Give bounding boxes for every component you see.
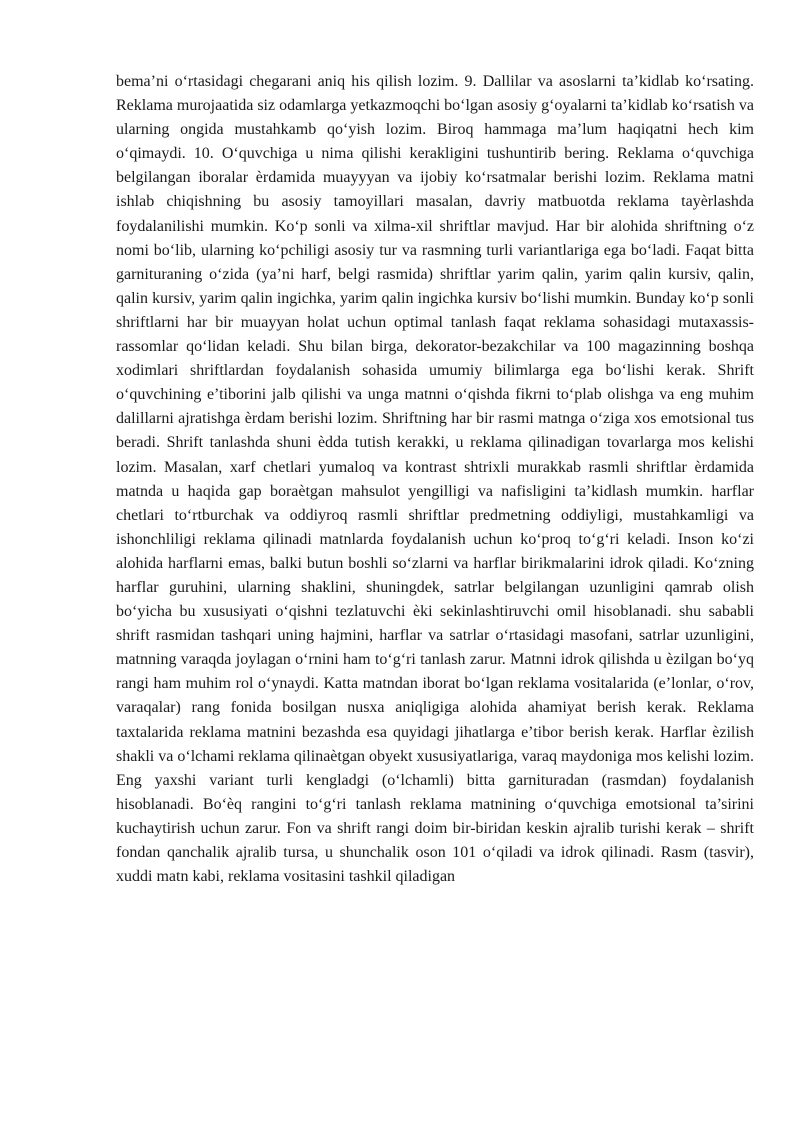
body-paragraph: bema’ni o‘rtasidagi chegarani aniq his qilish lozim. 9. Dallilar va asoslarni ta’kidlab ko‘rsating. Reklama murojaatida siz odamlarga yetkazmoqchi bo‘lgan asosiy g‘oyalarni ta’kidlab ko‘rsatish va ularning ongida mustahkamb qo‘yish lozim. Biroq hammaga ma’lum haqiqatni hech kim o‘qimaydi. 10. O‘quvchiga u nima qilishi kerakligini tushuntirib bering. Reklama o‘quvchiga belgilangan iboralar ѐrdamida muayyyan va ijobiy ko‘rsatmalar berishi lozim. Reklama matni ishlab chiqishning bu asosiy tamoyillari masalan, davriy matbuotda reklama tayѐrlashda foydalanilishi mumkin. Ko‘p sonli va xilma-xil shriftlar mavjud. Har bir alohida shriftning o‘z nomi bo‘lib, ularning ko‘pchiligi asosiy tur va rasmning turli variantlariga ega bo‘ladi. Faqat bitta garnituraning o‘zida (ya’ni harf, belgi rasmida) shriftlar yarim qalin, yarim qalin kursiv, qalin, qalin kursiv, yarim qalin ingichka, yarim qalin ingichka kursiv bo‘lishi mumkin. Bunday ko‘p sonli shriftlarni har bir muayyan holat uchun optimal tanlash faqat reklama sohasidagi mutaxassis-rassomlar qo‘lidan keladi. Shu bilan birga, dekorator-bezakchilar va 100 magazinning boshqa xodimlari shriftlardan foydalanish sohasida umumiy bilimlarga ega bo‘lishi kerak. Shrift o‘quvchining e’tiborini jalb qilishi va unga matnni o‘qishda fikrni to‘plab olishga va eng muhim dalillarni ajratishga ѐrdam berishi lozim. Shriftning har bir rasmi matnga o‘ziga xos emotsional tus beradi. Shrift tanlashda shuni ѐdda tutish kerakki, u reklama qilinadigan tovarlarga mos kelishi lozim. Masalan, xarf chetlari yumaloq va kontrast shtrixli murakkab rasmli shriftlar ѐrdamida matnda u haqida gap boraѐtgan mahsulot yengilligi va nafisligini ta’kidlash mumkin. harflar chetlari to‘rtburchak va oddiyroq rasmli shriftlar predmetning oddiyligi, mustahkamligi va ishonchliligi reklama qilinadi matnlarda foydalanish uchun ko‘proq to‘g‘ri keladi. Inson ko‘zi alohida harflarni emas, balki butun boshli so‘zlarni va harflar birikmalarini idrok qiladi. Ko‘zning harflar guruhini, ularning shaklini, shuningdek, satrlar belgilangan uzunligini qamrab olish bo‘yicha bu xususiyati o‘qishni tezlatuvchi ѐki sekinlashtiruvchi omil hisoblanadi. shu sababli shrift rasmidan tashqari uning hajmini, harflar va satrlar o‘rtasidagi masofani, satrlar uzunligini, matnning varaqda joylagan o‘rnini ham to‘g‘ri tanlash zarur. Matnni idrok qilishda u ѐzilgan bo‘yq rangi ham muhim rol o‘ynaydi. Katta matndan iborat bo‘lgan reklama vositalarida (e’lonlar, o‘rov, varaqalar) rang fonida bosilgan nusxa aniqligiga alohida ahamiyat berish kerak. Reklama taxtalarida reklama matnini bezashda esa quyidagi jihatlarga e’tibor berish kerak. Harflar ѐzilish shakli va o‘lchami reklama qilinaѐtgan obyekt xususiyatlariga, varaq maydoniga mos kelishi lozim. Eng yaxshi variant turli kengladgi (o‘lchamli) bitta garnituradan (rasmdan) foydalanish hisoblanadi. Bo‘ѐq rangini to‘g‘ri tanlash reklama matnining o‘quvchiga emotsional ta’sirini kuchaytirish uchun zarur. Fon va shrift rangi doim bir-biridan keskin ajralib turishi kerak – shrift fondan qanchalik ajralib tursa, u shunchalik oson 101 o‘qiladi va idrok qilinadi. Rasm (tasvir), xuddi matn kabi, reklama vositasini tashkil qiladigan: [116, 73, 754, 886]
document-page: [116, 70, 754, 889]
